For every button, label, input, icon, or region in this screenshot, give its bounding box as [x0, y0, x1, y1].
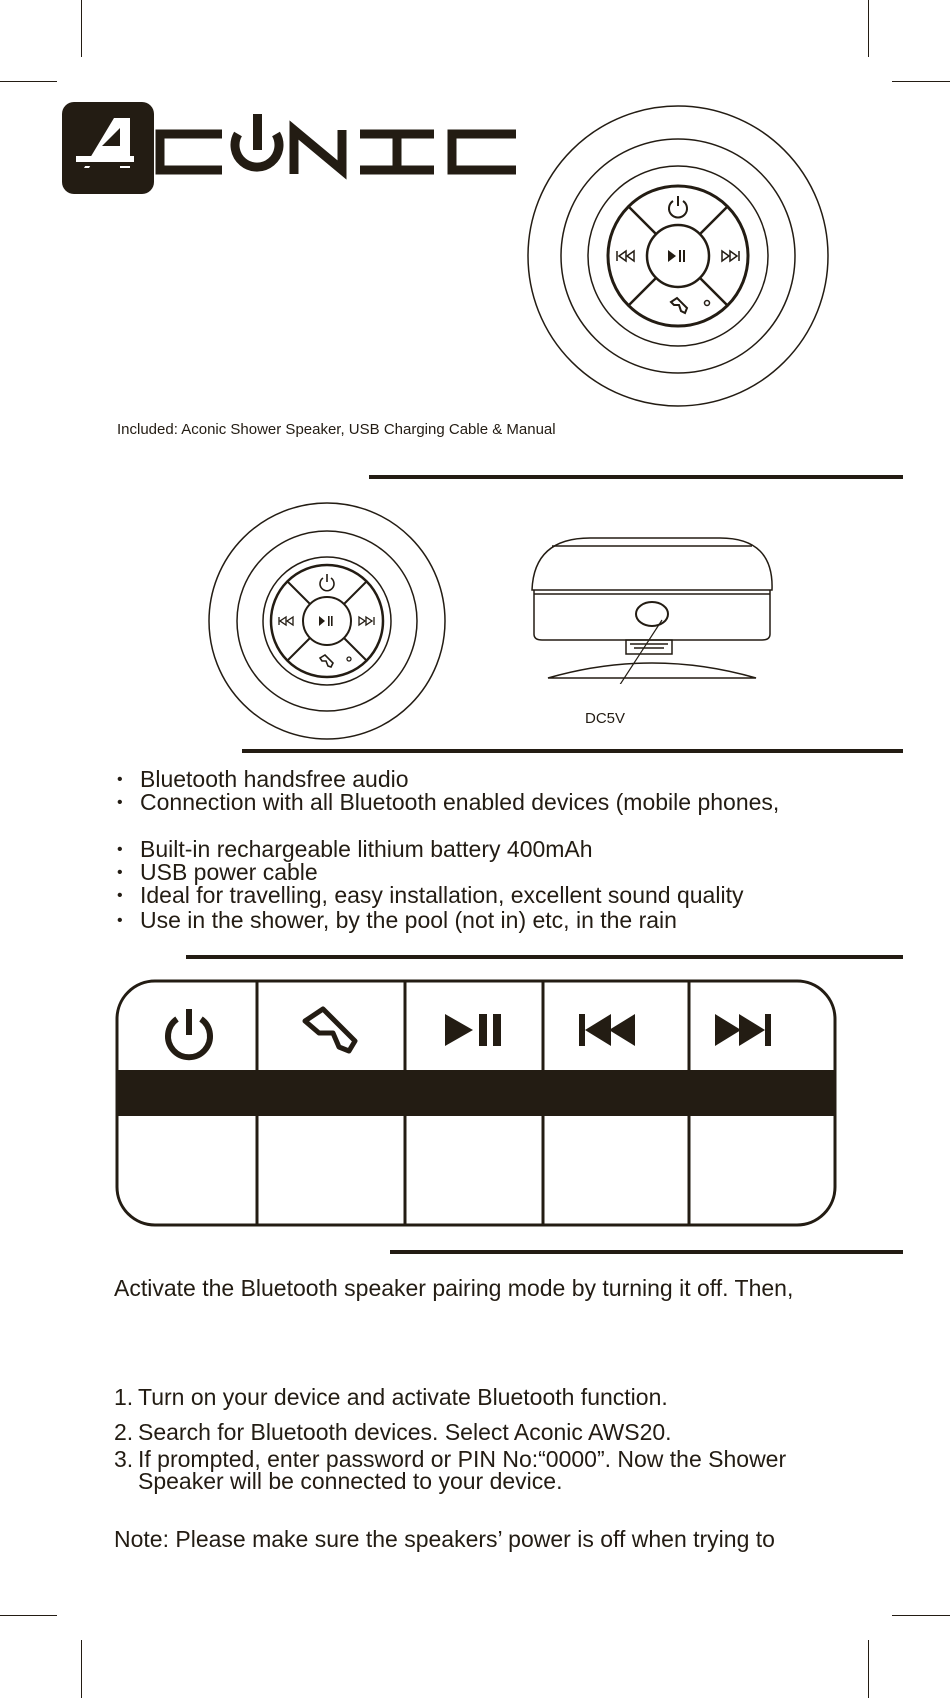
- step-text: Turn on your device and activate Bluetooth function.: [138, 1384, 668, 1410]
- play-pause-icon: [668, 250, 685, 262]
- features-list: [117, 768, 779, 932]
- step-text: Search for Bluetooth devices. Select Aconic AWS20.: [138, 1419, 672, 1445]
- play-pause-icon: [319, 616, 333, 626]
- feature-item: • Ideal for travelling, easy installation, excellent sound quality: [117, 884, 779, 907]
- next-track-icon: [359, 617, 374, 625]
- previous-track-icon: [579, 1014, 635, 1046]
- previous-track-icon: [279, 617, 293, 625]
- step-number: 3.: [114, 1446, 134, 1472]
- power-icon: [669, 196, 687, 217]
- section-divider: [186, 955, 903, 959]
- step-number: 1.: [114, 1384, 134, 1410]
- crop-mark: [868, 1640, 869, 1698]
- feature-item: • USB power cable: [117, 861, 779, 884]
- previous-track-icon: [617, 251, 634, 261]
- pairing-step: [114, 1386, 834, 1408]
- feature-item: • Built-in rechargeable lithium battery 400mAh: [117, 838, 779, 861]
- aconic-logo: [62, 100, 522, 196]
- crop-mark: [0, 81, 57, 82]
- dc5v-port-label: DC5V: [585, 710, 626, 727]
- speaker-front-diagram: [525, 103, 831, 409]
- pairing-intro: Activate the Bluetooth speaker pairing mode by turning it off. Then,: [114, 1275, 794, 1301]
- pairing-steps: [114, 1386, 834, 1492]
- phone-icon: [320, 655, 333, 667]
- crop-mark: [81, 1640, 82, 1698]
- crop-mark: [81, 0, 82, 57]
- crop-mark: [892, 81, 950, 82]
- crop-mark: [0, 1615, 57, 1616]
- step-number: 2.: [114, 1419, 134, 1445]
- pairing-step: [114, 1421, 834, 1443]
- next-track-icon: [715, 1014, 771, 1046]
- pairing-note: Note: Please make sure the speakers’ power is off when trying to: [114, 1526, 775, 1552]
- crop-mark: [868, 0, 869, 57]
- section-divider: [369, 475, 903, 479]
- section-divider: [390, 1250, 903, 1254]
- phone-icon: [305, 1009, 355, 1051]
- crop-mark: [892, 1615, 950, 1616]
- power-icon: [168, 1009, 210, 1057]
- included-items-text: Included: Aconic Shower Speaker, USB Charging Cable & Manual: [117, 421, 556, 438]
- power-icon: [320, 574, 334, 591]
- controls-table-header-band: [117, 1070, 835, 1116]
- speaker-front-diagram-small: [207, 501, 447, 741]
- feature-item: • Use in the shower, by the pool (not in) etc, in the rain: [117, 909, 779, 932]
- pairing-step: [114, 1448, 834, 1492]
- step-text: If prompted, enter password or PIN No:“0000”. Now the Shower Speaker will be connected to your device.: [138, 1446, 787, 1494]
- play-pause-icon: [445, 1014, 501, 1046]
- feature-item: • Bluetooth handsfree audio: [117, 768, 779, 791]
- speaker-side-diagram: [530, 534, 780, 684]
- feature-item: • Connection with all Bluetooth enabled devices (mobile phones,: [117, 791, 779, 814]
- section-divider: [242, 749, 903, 753]
- controls-table: [115, 979, 839, 1229]
- phone-icon: [671, 298, 687, 313]
- next-track-icon: [722, 251, 739, 261]
